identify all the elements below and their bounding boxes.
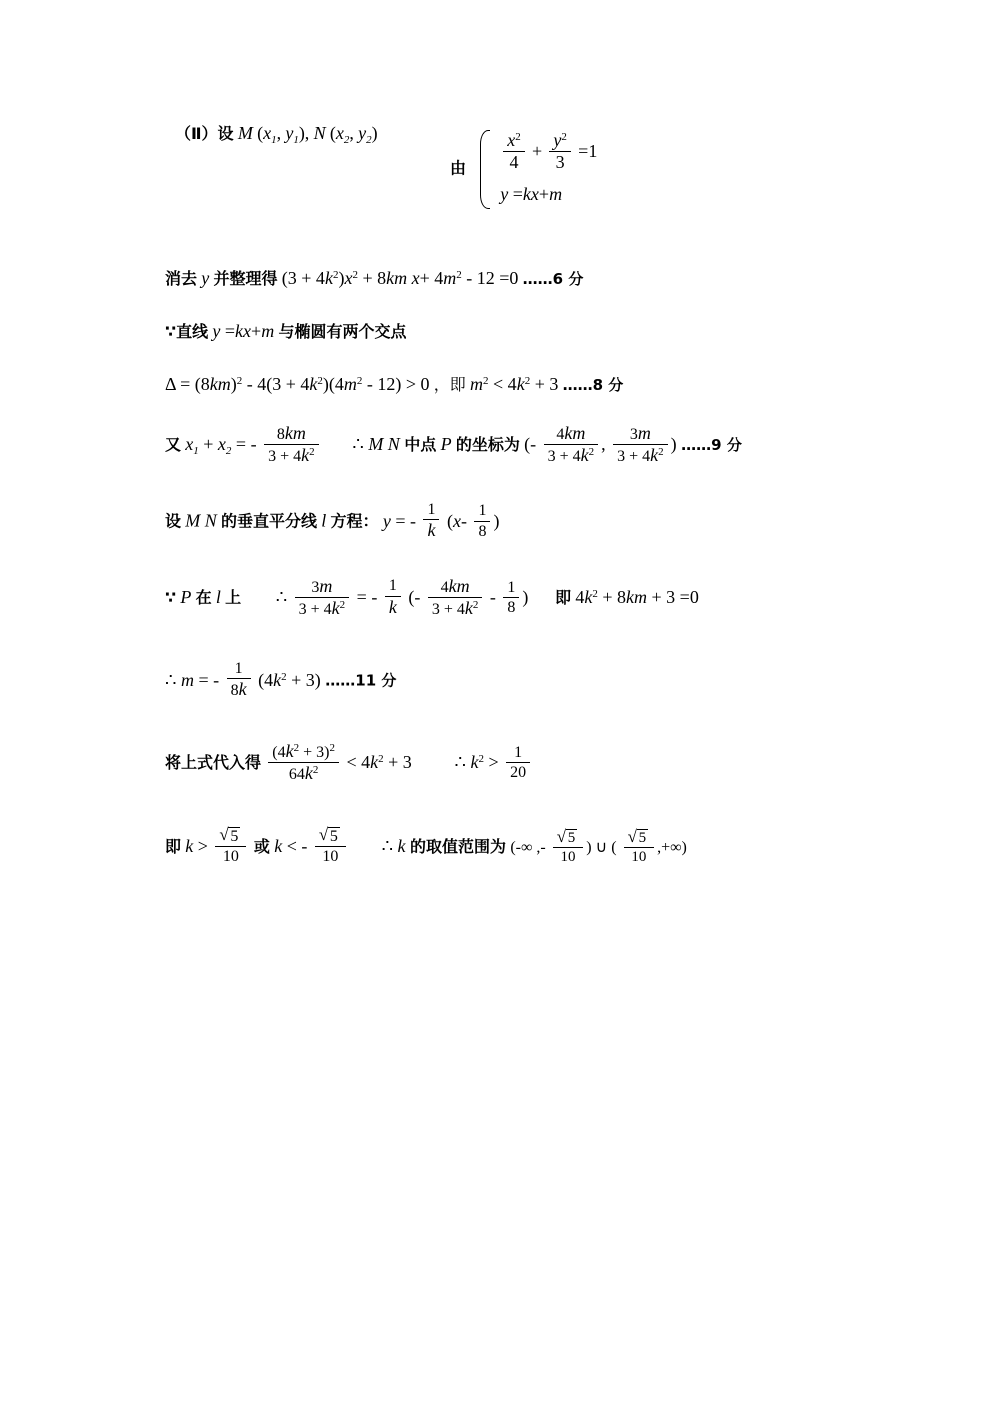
cn-perp-bisector: 的垂直平分线 — [221, 511, 318, 531]
line-substitute-p — [165, 577, 865, 621]
expr-k-m-relation: $4k^2 + 8km + 3 =0$ — [575, 587, 699, 608]
line-discriminant — [165, 371, 865, 398]
cn-midpoint: 中点 — [404, 435, 437, 455]
point-p: P — [440, 434, 452, 455]
expr-p-on-l: ∴ $\frac{3m}{3 + 4k^2}$ = - $\frac{1}{k}$ (- $\frac{4km}{3 + 4k^2}$ - $\frac{1}{8}$ ) — [275, 575, 533, 619]
system-row-line: y =kx+m — [500, 183, 563, 204]
cn-she: 设 — [217, 124, 234, 143]
therefore-k: ∴ k — [381, 835, 406, 856]
line-l: l — [321, 510, 327, 531]
line-final-range — [165, 828, 865, 868]
line-eliminate-y — [165, 265, 865, 292]
cn-also: 又 — [165, 435, 182, 455]
cn-let: 设 — [165, 511, 182, 531]
var-y: y — [201, 268, 210, 288]
expr-perp-bisector: y = - $\frac{1}{k}$ (x- $\frac{1}{8}$ ) — [382, 500, 500, 541]
cn-rearrange: 并整理得 — [213, 269, 278, 288]
expr-k-gt: k > √ $\frac{5}{10}$ — [185, 836, 254, 856]
system-row-ellipse: $\frac{x^2}{4}$ + $\frac{y^2}{3}$ =1 — [492, 128, 597, 178]
line-solve-m — [165, 661, 865, 702]
line-part-ii-setup — [165, 120, 865, 215]
solution-body — [165, 120, 865, 894]
paren-open-n: ( — [329, 123, 336, 143]
cn-substitute: 将上式代入得 — [165, 753, 262, 773]
paren-close-m: ), — [298, 123, 310, 143]
var-y2: $y_2$ — [358, 123, 372, 146]
var-x1: $x_1$ — [263, 123, 277, 146]
line-l-2: l — [215, 587, 221, 608]
equation-system — [476, 128, 597, 211]
paren-open-m: ( — [257, 123, 264, 143]
point-n: N — [313, 123, 326, 143]
score-6: ……6 分 — [522, 270, 584, 288]
cn-eliminate: 消去 — [165, 269, 198, 288]
var-y1: $y_1$ — [285, 123, 299, 146]
therefore-mn: ∴ M N — [352, 434, 400, 455]
score-11: ……11 分 — [325, 671, 397, 690]
expr-inequality: $\frac{(4k^2 + 3)^2}{64k^2}$ < $4k^2 + 3$ — [265, 752, 416, 772]
cn-you: 由 — [450, 158, 467, 178]
expr-k2-bound: ∴ $k^2$ > $\frac{1}{20}$ — [455, 752, 534, 772]
cn-two-points: 与椭圆有两个交点 — [278, 322, 407, 341]
line-substitute-back — [165, 742, 865, 786]
line-perp-bisector — [165, 502, 865, 543]
cn-that-is-2: 即 — [165, 836, 182, 856]
cn-because-line: ∵直线 — [165, 322, 209, 341]
label-part-ii: （Ⅱ） — [175, 124, 218, 143]
expr-delta: $\Delta = (8km)^2 - 4(3 + 4k^2)(4m^2 - 12) > 0$ — [165, 374, 430, 394]
expr-range: (-∞ ,- √ $\frac{5}{10}$ ) ∪ ( √ $\frac{5}{10}$ ,+∞) — [510, 839, 687, 856]
score-8: ……8 分 — [562, 376, 624, 394]
expr-m-value: ∴ m = - $\frac{1}{8k}$ $(4k^2 + 3)$ — [165, 659, 326, 700]
expr-midpoint-coord: (- $\frac{4km}{3 + 4k^2}$ , $\frac{3m}{3 + 4k^2}$ ) — [524, 423, 682, 466]
paren-close-n: ) — [371, 123, 378, 143]
segment-mn: M N — [185, 510, 217, 531]
expr-line: y =kx+m — [212, 321, 275, 341]
expr-sum-roots: $x_1 + x_2$ = - $\frac{8km}{3 + 4k^2}$ — [185, 434, 326, 454]
cn-because: ∵ — [165, 588, 177, 608]
cn-on: 在 — [195, 588, 212, 608]
cn-上: 上 — [225, 588, 242, 608]
comma-1: , — [276, 123, 282, 143]
cn-coord: 的坐标为 — [455, 435, 520, 455]
line-midpoint — [165, 424, 865, 468]
cn-or: 或 — [253, 836, 270, 856]
cn-range: 的取值范围为 — [410, 836, 507, 856]
expr-quadratic: $(3 + 4k^2)x^2 + 8km$ $x+ 4m^2 - 12 =0$ — [281, 268, 519, 288]
cn-equation: 方程： — [330, 511, 379, 531]
comma-2: , — [349, 123, 354, 143]
point-p-2: P — [180, 587, 192, 608]
line-two-intersections — [165, 318, 865, 345]
expr-m-bound: $m^2 < 4k^2 + 3$ — [470, 374, 559, 394]
cn-hence: ，即 — [433, 375, 466, 394]
score-9: ……9 分 — [681, 436, 742, 455]
cn-that-is: 即 — [555, 588, 572, 608]
point-m: M — [237, 123, 253, 143]
var-x2: $x_2$ — [335, 123, 350, 146]
expr-k-lt: k < - √ $\frac{5}{10}$ — [274, 836, 353, 856]
